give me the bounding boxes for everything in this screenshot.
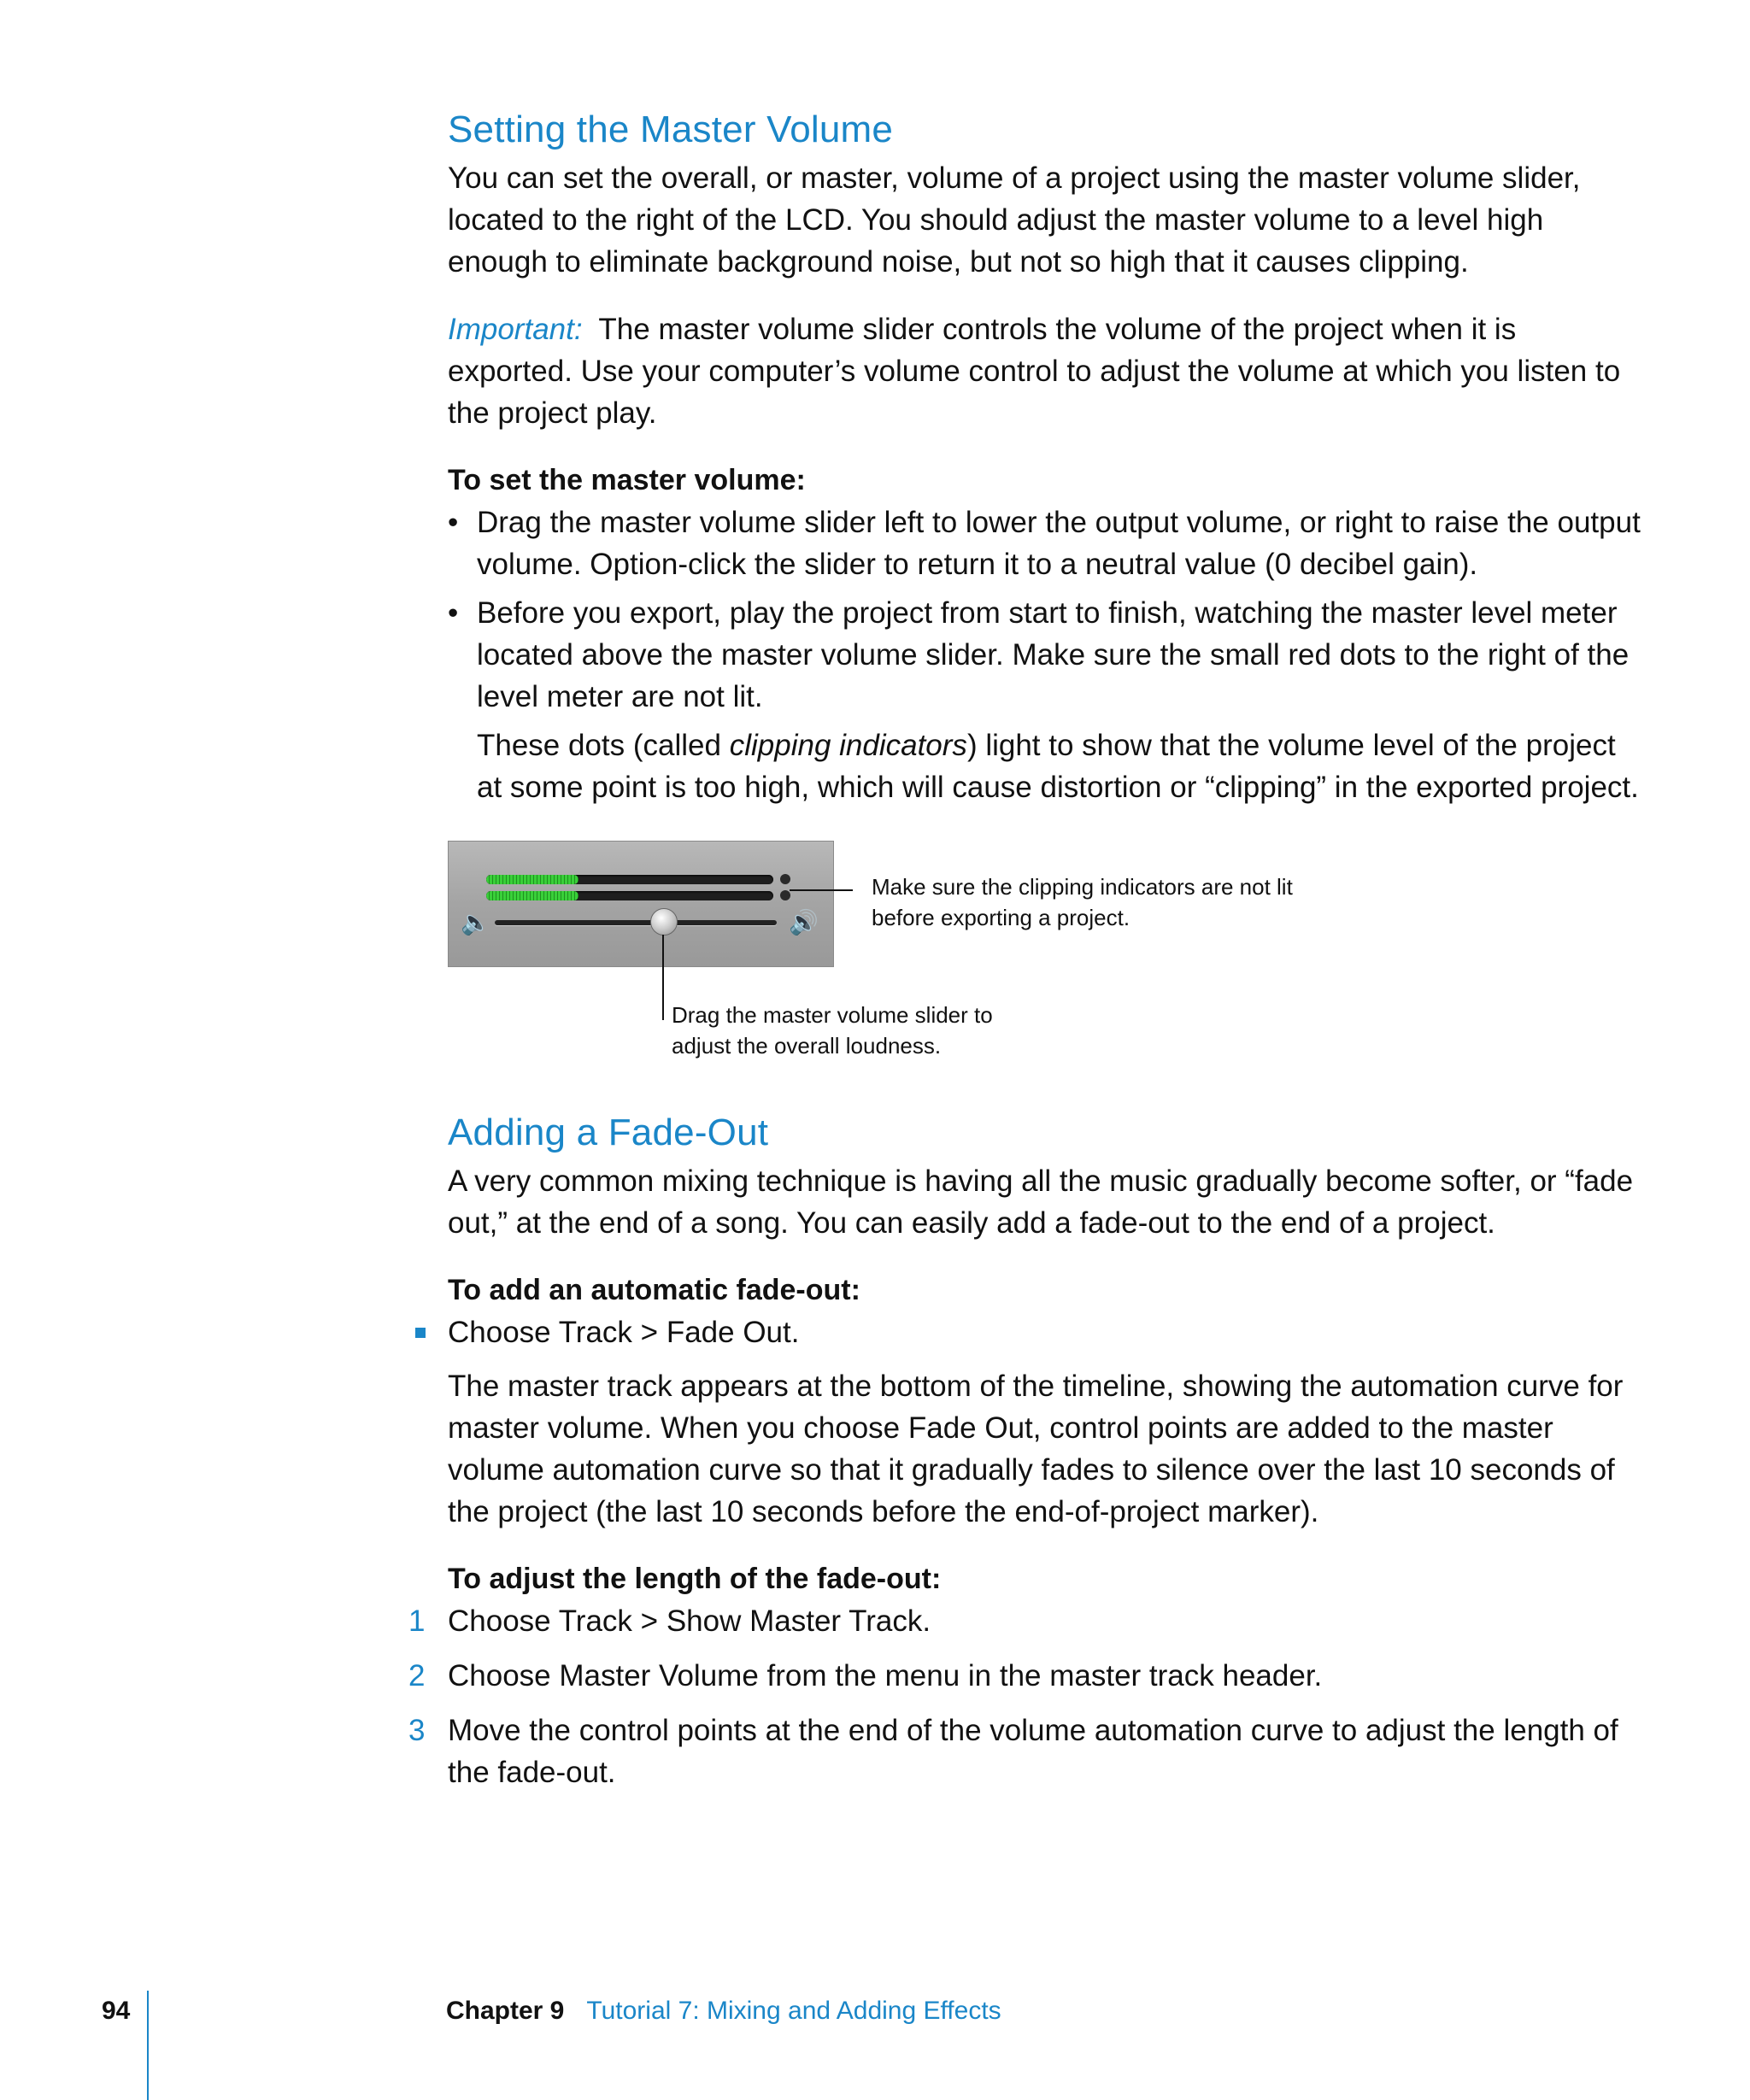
clipping-indicator (780, 890, 790, 900)
task-heading-auto-fade: To add an automatic fade-out: (448, 1274, 860, 1306)
square-bullet-icon (415, 1328, 426, 1338)
step-text: Choose Track > Fade Out. (448, 1316, 800, 1349)
level-meter-fill (486, 875, 578, 884)
callout-clipping-indicators: Make sure the clipping indicators are not lit before exporting a project. (872, 874, 1293, 930)
task-heading-set-volume: To set the master volume: (448, 464, 806, 496)
speaker-high-icon: 🔊 (789, 909, 819, 936)
numbered-step (408, 1655, 1644, 1697)
callout-line-clipping (790, 889, 853, 891)
list-item (448, 1311, 1644, 1353)
numbered-step (408, 1600, 1644, 1642)
level-meter-right (486, 891, 773, 900)
bullet-list (448, 502, 1644, 718)
dots-text-italic: clipping indicators (729, 729, 967, 762)
paragraph-clipping-dots (448, 724, 1644, 808)
paragraph-important (448, 308, 1644, 434)
section-heading-master-volume: Setting the Master Volume (448, 109, 894, 150)
master-volume-slider-track[interactable] (495, 920, 777, 925)
step-text: Move the control points at the end of the volume automation curve to adjust the length of the fade-out. (448, 1714, 1618, 1789)
page-content (408, 103, 1644, 1793)
footer (446, 1994, 1001, 2028)
task-heading-adjust-fade: To adjust the length of the fade-out: (448, 1563, 942, 1595)
page-number: 94 (102, 1997, 131, 2025)
master-volume-slider-knob[interactable] (650, 908, 678, 936)
numbered-step (408, 1710, 1644, 1793)
step-text: Choose Track > Show Master Track. (448, 1604, 931, 1638)
paragraph-fade-explanation: The master track appears at the bottom of the timeline, showing the automation curve for master volume. When you choose Fade Out, control points are added to the master volume automation curve so that it gradually fades to silence over the last 10 seconds of the project (the last 10 seconds before the end-of-project marker). (448, 1370, 1624, 1528)
footer-title: Tutorial 7: Mixing and Adding Effects (586, 1997, 1001, 2025)
step-number: 1 (408, 1604, 426, 1638)
important-label: Important: (448, 313, 583, 346)
dots-text-pre: These dots (called (477, 729, 730, 762)
section-heading-fade-out: Adding a Fade-Out (448, 1112, 769, 1153)
clipping-indicator (780, 874, 790, 884)
paragraph-fade-intro: A very common mixing technique is having all the music gradually become softer, or “fade out,” at the end of a song. You can easily add a fade-out to the end of a project. (448, 1164, 1634, 1240)
callout-line-slider (662, 935, 664, 1020)
dots-text-post: ) light to show that the volume level of the project at some point is too high, which will cause distortion or “clipping” in the exported project. (477, 729, 1639, 804)
important-text: The master volume slider controls the volume of the project when it is exported. Use your computer’s volume control to adjust the volume at which you listen to the project play. (448, 313, 1621, 430)
list-item: • Drag the master volume slider left to lower the output volume, or right to raise the output volume. Option-click the slider to return it to a neutral value (0 decibel gain). (448, 502, 1644, 585)
speaker-low-icon: 🔈 (461, 909, 490, 936)
list-item: • Before you export, play the project from start to finish, watching the master level meter located above the master volume slider. Make sure the small red dots to the right of the level meter are not lit. (448, 592, 1644, 718)
footer-chapter: Chapter 9 (446, 1997, 565, 2025)
paragraph-intro: You can set the overall, or master, volume of a project using the master volume slider, located to the right of the LCD. You should adjust the master volume to a level high enough to eliminate background noise, but not so high that it causes clipping. (448, 161, 1581, 279)
level-meter-fill (486, 891, 578, 900)
step-number: 3 (408, 1714, 426, 1747)
step-text: Choose Master Volume from the menu in the master track header. (448, 1659, 1323, 1692)
footer-rule (147, 1991, 149, 2100)
callout-volume-slider: Drag the master volume slider to adjust the overall loudness. (672, 1002, 993, 1059)
level-meter-left (486, 875, 773, 884)
master-volume-figure (448, 841, 1644, 1106)
step-number: 2 (408, 1659, 426, 1692)
master-volume-panel (448, 841, 834, 967)
